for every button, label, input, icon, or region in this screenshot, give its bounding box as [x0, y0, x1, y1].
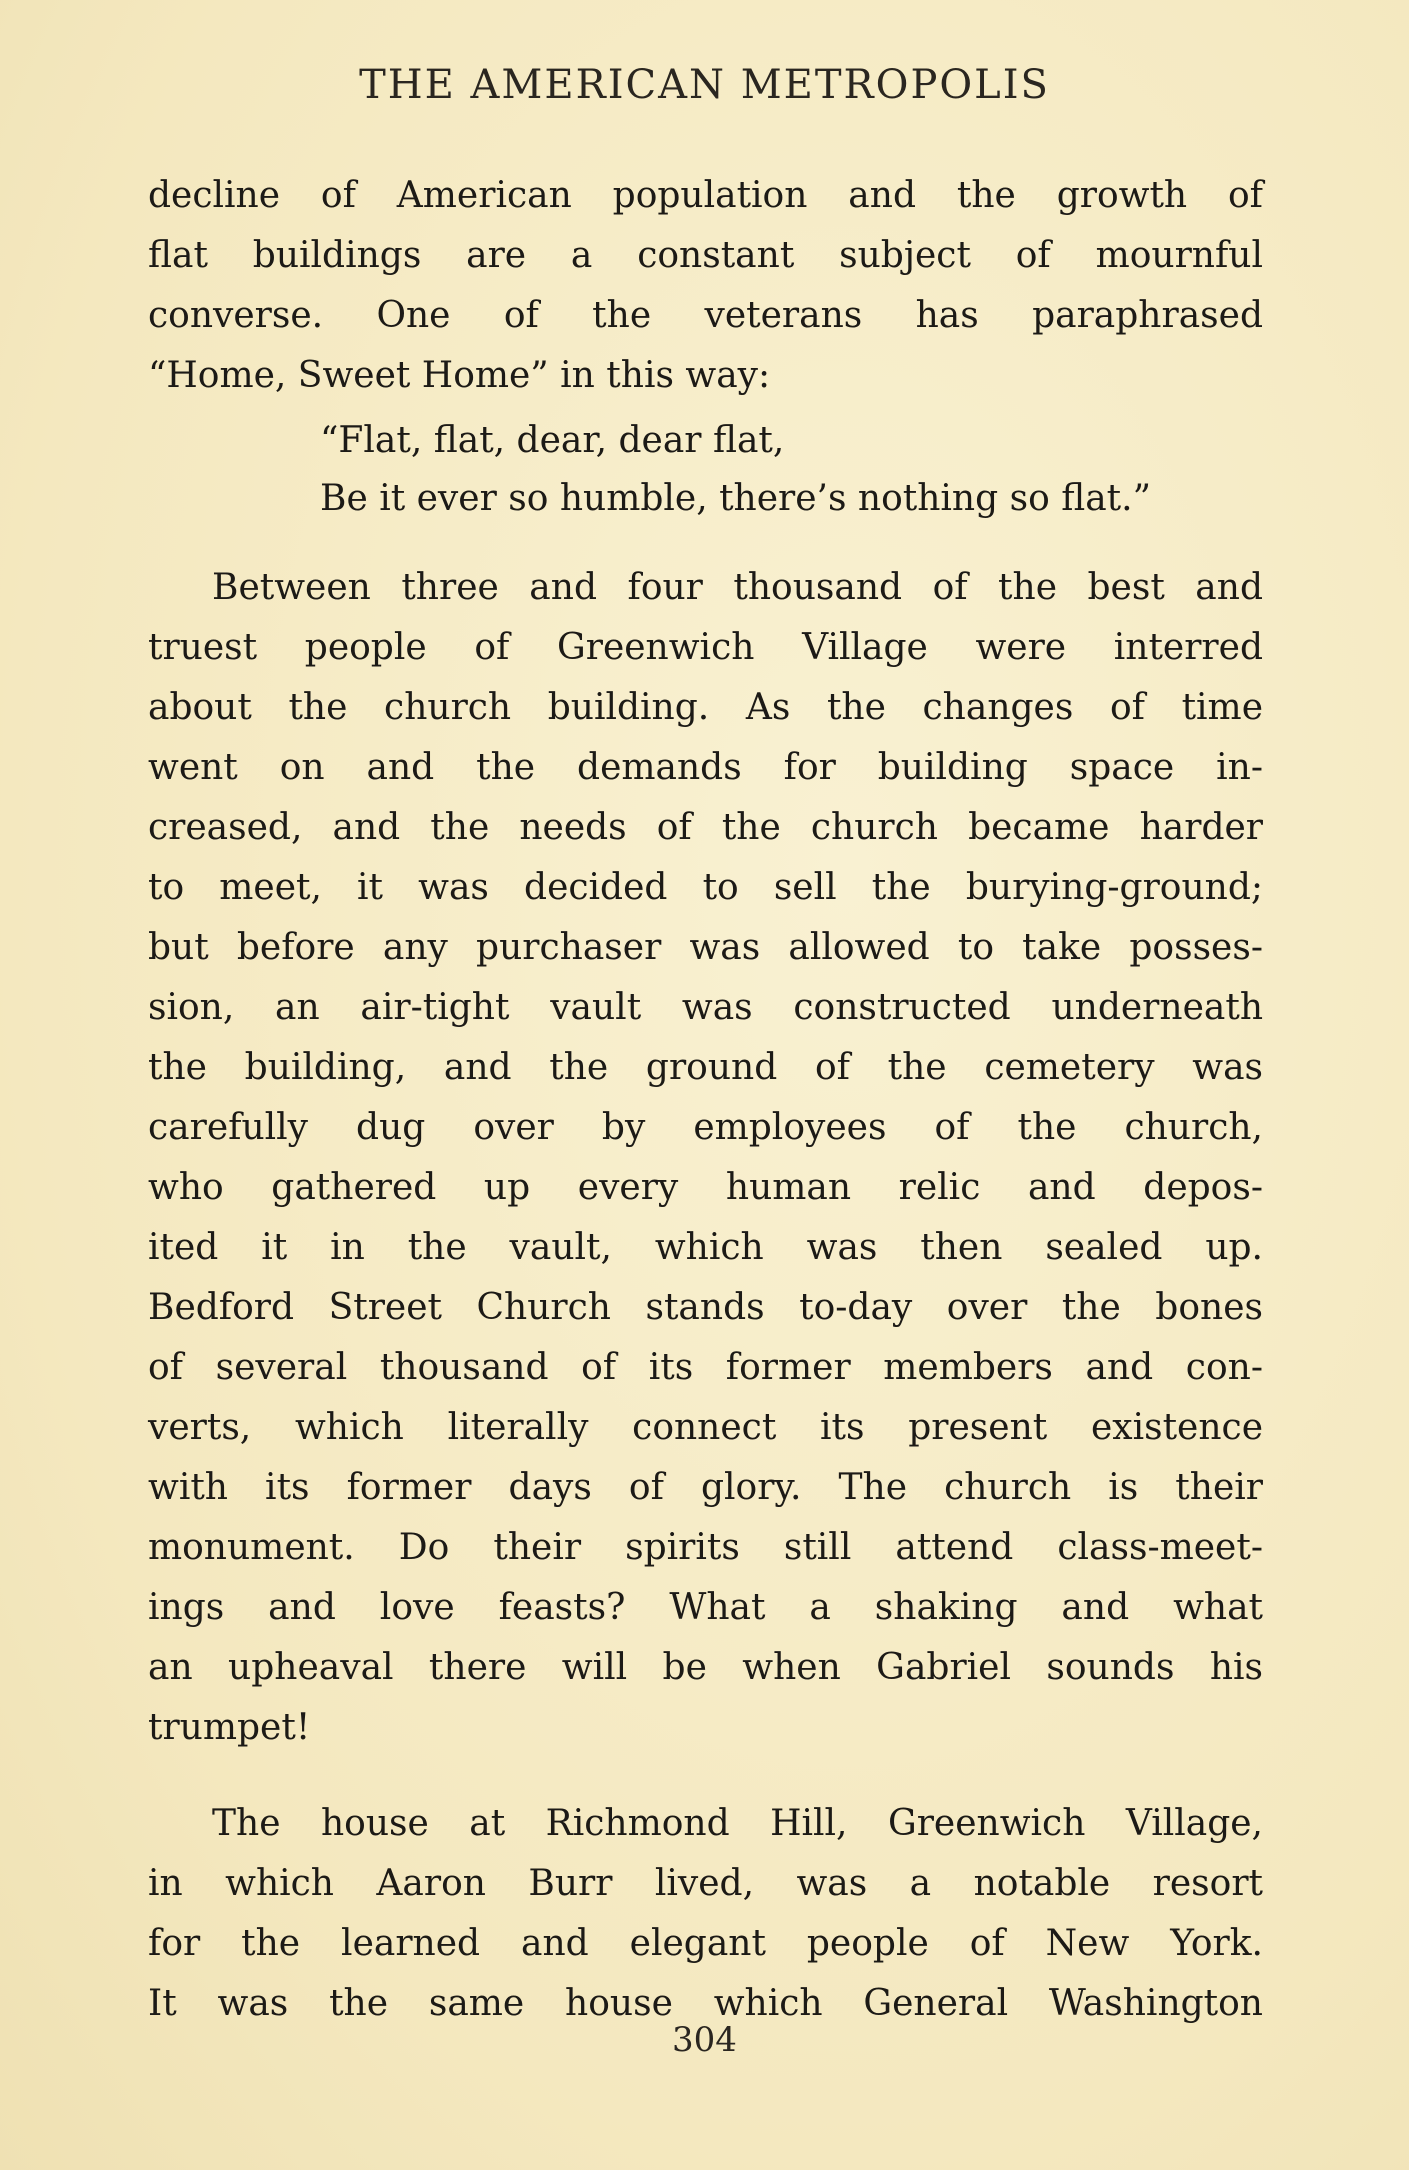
text-line: Bedford Street Church stands to-day over the bones	[148, 1287, 1263, 1328]
verse-line: “Flat, flat, dear, dear flat,	[320, 420, 785, 461]
text-line: Between three and four thousand of the best and	[212, 567, 1263, 608]
text-line: but before any purchaser was allowed to take posses-	[148, 927, 1263, 968]
text-line: verts, which literally connect its present existence	[148, 1407, 1263, 1448]
text-line: flat buildings are a constant subject of mournful	[148, 235, 1263, 276]
text-line: in which Aaron Burr lived, was a notable resort	[148, 1863, 1263, 1904]
text-line: converse. One of the veterans has paraphrased	[148, 295, 1263, 336]
verse-quotation	[148, 412, 1263, 528]
body-text	[148, 166, 1263, 2034]
page-number: 304	[672, 2020, 737, 2060]
paragraph-gap	[148, 1758, 1263, 1794]
running-head: THE AMERICAN METROPOLIS	[359, 62, 1050, 108]
paragraph-1	[148, 166, 1263, 406]
text-line: carefully dug over by employees of the church,	[148, 1107, 1263, 1148]
text-line: ings and love feasts? What a shaking and what	[148, 1587, 1263, 1628]
text-line: It was the same house which General Washington	[148, 1983, 1263, 2024]
text-line: sion, an air-tight vault was constructed underneath	[148, 987, 1263, 1028]
text-line: for the learned and elegant people of New York.	[148, 1923, 1263, 1964]
text-line: to meet, it was decided to sell the burying-ground;	[148, 867, 1263, 908]
paragraph-2	[148, 558, 1263, 1758]
text-line: monument. Do their spirits still attend class-meet-	[148, 1527, 1263, 1568]
text-line: truest people of Greenwich Village were interred	[148, 627, 1263, 668]
text-line: with its former days of glory. The church is their	[148, 1467, 1263, 1508]
paragraph-3	[148, 1794, 1263, 2034]
text-line: the building, and the ground of the cemetery was	[148, 1047, 1263, 1088]
text-line: about the church building. As the changes of time	[148, 687, 1263, 728]
text-line: an upheaval there will be when Gabriel sounds his	[148, 1647, 1263, 1688]
text-line: of several thousand of its former members and con-	[148, 1347, 1263, 1388]
verse-line: Be it ever so humble, there’s nothing so flat.”	[320, 478, 1151, 519]
text-line: ited it in the vault, which was then sealed up.	[148, 1227, 1263, 1268]
text-line: went on and the demands for building space in-	[148, 747, 1263, 788]
text-line: creased, and the needs of the church became harder	[148, 807, 1263, 848]
text-line: “Home, Sweet Home” in this way:	[148, 355, 771, 396]
text-line: trumpet!	[148, 1707, 311, 1748]
text-line: decline of American population and the growth of	[148, 175, 1263, 216]
text-line: The house at Richmond Hill, Greenwich Village,	[212, 1803, 1263, 1844]
text-line: who gathered up every human relic and depos-	[148, 1167, 1263, 1208]
